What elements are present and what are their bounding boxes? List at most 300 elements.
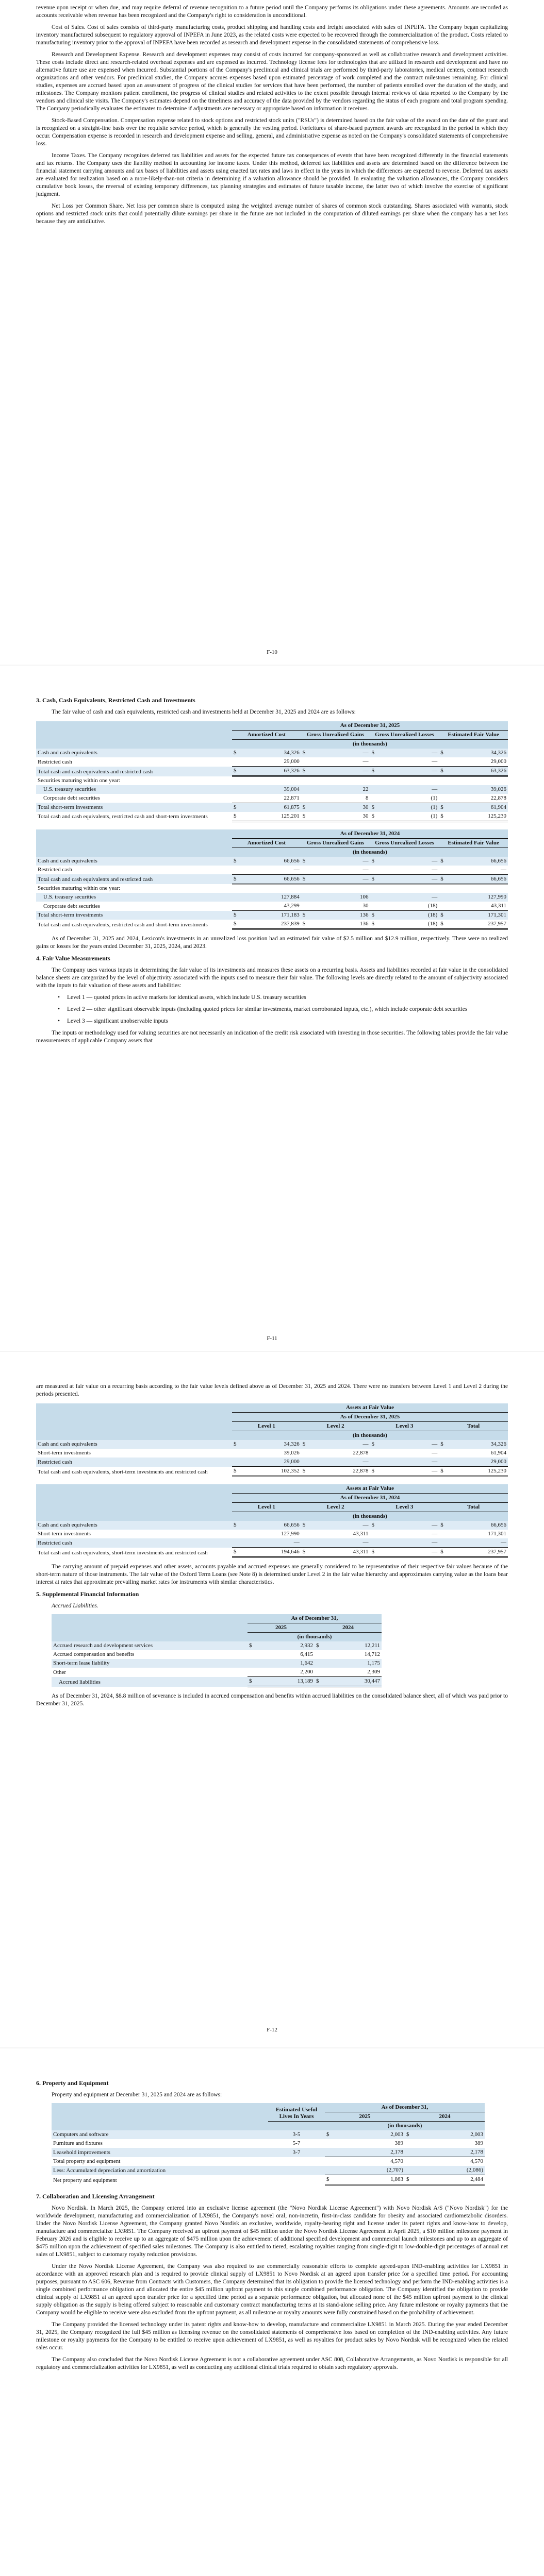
value-cell: 1,642 (300, 1660, 313, 1666)
currency-symbol: $ (370, 1548, 377, 1557)
currency-symbol: $ (232, 1548, 239, 1557)
table-title: As of December 31, (248, 1614, 382, 1623)
currency-symbol: $ (439, 920, 446, 929)
currency-symbol: $ (326, 2131, 329, 2138)
paragraph: revenue upon receipt or when due, and may require deferral of revenue recognition to a future period until the Company performs its obligations under these agreements. Amounts are recorded as accounts receivable when revenue has been recognized and the Company's right to consideration is unconditional. (36, 5, 508, 19)
currency-symbol: $ (302, 750, 306, 756)
table-row (36, 794, 508, 803)
currency-symbol (315, 1659, 322, 1668)
currency-symbol: $ (440, 1441, 443, 1447)
currency-symbol: $ (371, 1441, 374, 1447)
currency-symbol (405, 2157, 412, 2166)
table-row (52, 1650, 382, 1659)
value-cell: 66,656 (490, 1522, 506, 1528)
value-cell: 43,311 (353, 1531, 369, 1537)
table-row (36, 1458, 508, 1467)
currency-symbol (232, 776, 239, 785)
value-cell: — (308, 1458, 370, 1467)
column-header: 2024 (315, 1623, 382, 1633)
currency-symbol: $ (371, 912, 374, 918)
units-label: (in thousands) (353, 849, 387, 855)
column-header: 2025 (325, 2112, 405, 2122)
value-cell: 4,570 (390, 2158, 403, 2164)
row-label: Less: Accumulated depreciation and amortization (53, 2167, 166, 2174)
currency-symbol (315, 1668, 322, 1677)
value-cell: — (239, 1538, 301, 1548)
paragraph: Novo Nordisk. In March 2025, the Company entered into an exclusive license agreement (the "Novo Nordisk License Agreement") with Novo Nordisk A/S ("Novo Nordisk") for the worldwide development, manufacturing and commercialization of LX9851, the Company's novel oral, non-incretin, first-in-class candidate for obesity and associated cardiometabolic disorders. Under the Novo Nordisk License Agreement, the Company granted Novo Nordisk an exclusive, worldwide, royalty-bearing right and license under its patent rights and know-how to develop, manufacture and commercialize LX9851. The Company received an upfront payment of $45 million under the Novo Nordisk License Agreement in April 2025, a $10 million milestone payment in February 2026 and is eligible to receive up to an aggregate of $475 million upon the achievement of additional specified development and commercial launch milestones and up to an aggregate of $475 million upon the achievement of specified sales milestones. The Company is also entitled to tiered, escalating royalties ranging from single-digit to low-double-digit percentages of annual net sales of LX9851, subject to customary royalty reduction provisions. (36, 2205, 508, 2258)
value-cell: — (308, 767, 370, 776)
value-cell: — (432, 894, 438, 900)
currency-symbol: $ (302, 1441, 306, 1447)
value-cell: 29,000 (446, 757, 508, 767)
useful-life-cell (268, 2166, 325, 2175)
currency-symbol: $ (439, 767, 446, 776)
row-label: Accrued research and development services (53, 1642, 153, 1649)
value-cell: 2,003 (470, 2131, 483, 2138)
currency-symbol (405, 2166, 412, 2175)
section-heading: 6. Property and Equipment (36, 2079, 109, 2087)
currency-symbol (301, 866, 308, 875)
bullet-item: • Level 2 — other significant observable inputs (including quoted prices for similar investments, market corroborated inputs, etc.), which include corporate debt securities (67, 1006, 508, 1013)
paragraph: As of December 31, 2024, $8.8 million of severance is included in accrued compensation and benefits within accrued liabilities on the consolidated balance sheet, all of which was paid prior to December 31, 2025. (36, 1693, 508, 1707)
value-cell (308, 776, 370, 785)
value-cell: 194,646 (239, 1548, 301, 1557)
currency-symbol: $ (234, 857, 237, 864)
useful-life-cell (268, 2157, 325, 2166)
row-label: Cash and cash equivalents (38, 1522, 97, 1528)
paragraph: The Company uses various inputs in determining the fair value of its investments and measures these assets on a recurring basis. Assets and liabilities recorded at fair value in the consolidated balance sheets are categorized by the level of objectivity associated with the inputs used to measure their fair value. The following levels are directly related to the amount of subjectivity associated with the inputs to fair valuation of these assets and liabilities: (36, 967, 508, 989)
value-cell: 30 (308, 902, 370, 911)
row-label: Securities maturing within one year: (38, 777, 121, 784)
row-label: Total cash and cash equivalents and restricted cash (38, 768, 153, 775)
row-label: Cash and cash equivalents (38, 750, 97, 756)
value-cell: 125,230 (446, 812, 508, 822)
value-cell (377, 884, 439, 893)
column-header: 2024 (405, 2112, 485, 2122)
currency-symbol: $ (440, 1522, 443, 1528)
currency-symbol (248, 1659, 255, 1668)
useful-life-cell: 3-5 (292, 2131, 301, 2138)
table-title: As of December 31, 2025 (232, 721, 508, 731)
currency-symbol (439, 757, 446, 767)
investments-table-2025 (36, 721, 508, 822)
currency-symbol: $ (371, 857, 374, 864)
value-cell: — (377, 1538, 439, 1548)
currency-symbol (370, 794, 377, 803)
value-cell: — (377, 1458, 439, 1467)
value-cell: — (362, 857, 369, 864)
value-cell: 30,447 (322, 1677, 382, 1687)
value-cell: — (377, 866, 439, 875)
currency-symbol: $ (249, 1642, 252, 1649)
table-row (36, 1521, 508, 1530)
currency-symbol: $ (439, 1548, 446, 1557)
row-label: Net property and equipment (53, 2177, 117, 2183)
column-header: Total (439, 1422, 508, 1431)
row-label: Cash and cash equivalents (38, 857, 97, 864)
currency-symbol (301, 1530, 308, 1538)
value-cell: — (446, 1538, 508, 1548)
value-cell: 102,352 (239, 1467, 301, 1477)
currency-symbol: $ (440, 750, 443, 756)
currency-symbol: $ (371, 1522, 374, 1528)
row-label: Short-term lease liability (53, 1660, 110, 1666)
value-cell: 34,326 (284, 1441, 300, 1447)
units-label: (in thousands) (387, 2123, 422, 2129)
currency-symbol (301, 893, 308, 902)
currency-symbol (232, 884, 239, 893)
currency-symbol (301, 794, 308, 803)
currency-symbol: $ (301, 1467, 308, 1477)
table-title: As of December 31, (325, 2103, 485, 2112)
currency-symbol: $ (301, 767, 308, 776)
table-row (36, 749, 508, 757)
table-title: Assets at Fair Value (232, 1484, 508, 1494)
currency-symbol: $ (302, 1522, 306, 1528)
currency-symbol: $ (234, 804, 237, 810)
row-label: Restricted cash (38, 758, 72, 765)
currency-symbol: $ (234, 1522, 237, 1528)
value-cell: — (377, 757, 439, 767)
currency-symbol (439, 776, 446, 785)
column-header: Gross Unrealized Losses (370, 731, 439, 740)
currency-symbol (370, 1530, 377, 1538)
row-label: Other (53, 1669, 67, 1675)
table-row (36, 1467, 508, 1477)
currency-symbol (325, 2139, 332, 2148)
table-row (36, 911, 508, 920)
value-cell: 1,175 (367, 1660, 380, 1666)
value-cell: 22,878 (308, 1467, 370, 1477)
value-cell: 2,178 (412, 2148, 485, 2157)
subheading: Accrued Liabilities. (52, 1603, 98, 1609)
value-cell: 34,326 (490, 750, 506, 756)
currency-symbol (232, 866, 239, 875)
value-cell: — (432, 1450, 438, 1456)
value-cell (446, 884, 508, 893)
value-cell: 43,311 (308, 1548, 370, 1557)
currency-symbol (325, 2148, 332, 2157)
row-label: Total short-term investments (38, 912, 103, 918)
value-cell (239, 776, 301, 785)
currency-symbol (439, 794, 446, 803)
currency-symbol (439, 884, 446, 893)
currency-symbol (370, 785, 377, 794)
currency-symbol (232, 785, 239, 794)
currency-symbol (439, 1538, 446, 1548)
value-cell: — (377, 767, 439, 776)
value-cell: 136 (360, 912, 369, 918)
section-heading: 7. Collaboration and Licensing Arrangement (36, 2193, 155, 2200)
table-row (52, 2166, 485, 2175)
paragraph: Under the Novo Nordisk License Agreement, the Company was also required to use commercially reasonable efforts to complete agreed-upon IND-enabling activities for LX9851 in accordance with an approved research plan and is required to provide clinical supply of LX9851 to Novo Nordisk at an agreed upon transfer price for a specified time period. For accounting purposes, pursuant to ASC 606, Revenue from Contracts with Customers, the Company determined that its obligation to provide the licensed technology and perform the IND-enabling activities is a single combined performance obligation and allocated the entire $45 million upfront payment to this single combined performance obligation. The Company identified the obligation to provide clinical supply of LX9851 at an agreed upon transfer price for a specified time period as a separate performance obligation, but allocated none of the $45 million upfront payment to the clinical supply obligation as the supply is being offered subject to reasonable and customary contract manufacturing terms at its stand-alone selling price. Any future milestone or royalty payments that the Company would be eligible to receive were also excluded from the upfront payment, as all milestone or royalty amounts were fully constrained based on the probability of achievement. (36, 2263, 508, 2316)
value-cell: 63,326 (239, 767, 301, 776)
paragraph: Research and Development Expense. Research and development expenses may consist of costs incurred for company-sponsored as well as collaborative research and development activities. These costs include direct and research-related overhead expenses and are expensed as incurred. Technology license fees for technologies that are utilized in research and development and have no alternative future use are expensed when incurred. Substantial portions of the Company's preclinical and clinical trials are performed by third-party laboratories, medical centers, contract research organizations and other vendors. For preclinical studies, the Company accrues expenses based upon estimated percentage of work completed and the contract milestones remaining. For clinical studies, expenses are accrued based upon an assessment of progress of the clinical studies for services that have been performed, the number of patients enrolled over the duration of the study, and milestones. The Company monitors patient enrollment, the progress of clinical studies and related activities to the extent possible through internal reviews of data reported to the Company by the vendors and clinical site visits. The Company's estimates depend on the timeliness and accuracy of the data provided by the vendors regarding the status of each program and total program spending. The Company periodically evaluates the estimates to determine if adjustments are necessary or appropriate based on information it receives. (36, 52, 508, 112)
currency-symbol (325, 2157, 332, 2166)
value-cell: 30 (362, 804, 369, 810)
value-cell: 237,957 (446, 920, 508, 929)
value-cell: 2,003 (390, 2131, 403, 2138)
value-cell (446, 776, 508, 785)
table-row (36, 884, 508, 893)
row-label: Securities maturing within one year: (38, 885, 121, 891)
value-cell: 66,656 (490, 857, 506, 864)
useful-life-cell (268, 2175, 325, 2185)
column-header: Level 2 (301, 1422, 370, 1431)
currency-symbol: $ (371, 804, 374, 810)
currency-symbol: $ (248, 1677, 255, 1687)
table-row (36, 874, 508, 884)
page-f11 (0, 666, 544, 1351)
value-cell: 12,211 (365, 1642, 380, 1649)
value-cell: 61,875 (284, 804, 300, 810)
table-row (36, 785, 508, 794)
table-row (52, 2157, 485, 2166)
column-header: Level 2 (301, 1503, 370, 1512)
row-label: Total cash and cash equivalents, restricted cash and short-term investments (38, 921, 208, 928)
table-row (36, 866, 508, 875)
currency-symbol: $ (325, 2175, 332, 2185)
table-row (36, 902, 508, 911)
row-label: U.S. treasury securities (43, 894, 96, 900)
currency-symbol: $ (371, 750, 374, 756)
value-cell: 125,230 (446, 1467, 508, 1477)
currency-symbol (232, 1458, 239, 1467)
currency-symbol: $ (440, 804, 443, 810)
value-cell: 43,311 (446, 902, 508, 911)
paragraph: Cost of Sales. Cost of sales consists of third-party manufacturing costs, product shipping and handling costs and freight associated with sales of INPEFA. The Company began capitalizing inventory manufactured subsequent to regulatory approval of INPEFA in June 2023, as the related costs were expected to be recovered through the commercialization of the product. Costs related to manufacturing inventory prior to the approval of INPEFA have been recorded as research and development expense in the consolidated statements of comprehensive loss. (36, 24, 508, 46)
currency-symbol: $ (301, 874, 308, 884)
table-row (52, 2130, 485, 2139)
value-cell: 22 (362, 786, 369, 792)
currency-symbol: $ (370, 767, 377, 776)
units-label: (in thousands) (353, 1513, 387, 1519)
value-cell: 29,000 (239, 757, 301, 767)
row-label: Accrued liabilities (59, 1679, 101, 1685)
value-cell: 34,326 (490, 1441, 506, 1447)
value-cell: — (432, 1522, 438, 1528)
currency-symbol (301, 757, 308, 767)
value-cell: 61,904 (490, 804, 506, 810)
units-label: (in thousands) (353, 741, 387, 747)
page-f10 (0, 0, 544, 665)
value-cell: (1) (377, 812, 439, 822)
value-cell: 171,183 (281, 912, 300, 918)
currency-symbol: $ (370, 1467, 377, 1477)
currency-symbol: $ (302, 857, 306, 864)
currency-symbol: $ (301, 812, 308, 822)
value-cell: 125,201 (239, 812, 301, 822)
table-date: As of December 31, 2025 (232, 1413, 508, 1422)
table-title: As of December 31, 2024 (232, 829, 508, 839)
value-cell: 2,309 (322, 1668, 382, 1677)
column-header: Estimated Useful Lives In Years (268, 2103, 325, 2122)
currency-symbol (370, 893, 377, 902)
column-header: Estimated Fair Value (439, 731, 508, 740)
value-cell: — (362, 750, 369, 756)
row-label: Total property and equipment (53, 2158, 121, 2164)
value-cell: (1) (431, 804, 438, 810)
row-label: Corporate debt securities (43, 795, 100, 801)
investments-table-2024 (36, 829, 508, 930)
value-cell: 389 (474, 2140, 483, 2146)
value-cell: — (432, 786, 438, 792)
value-cell: 22,878 (353, 1450, 369, 1456)
value-cell: — (377, 874, 439, 884)
currency-symbol: $ (405, 2175, 412, 2185)
currency-symbol: $ (232, 874, 239, 884)
table-row (36, 757, 508, 767)
currency-symbol (232, 794, 239, 803)
value-cell: 66,656 (239, 874, 301, 884)
value-cell: 2,178 (332, 2148, 405, 2157)
value-cell: 66,656 (284, 857, 300, 864)
table-date: As of December 31, 2024 (232, 1494, 508, 1503)
paragraph: The Company provided the licensed technology under its patent rights and know-how to develop, manufacture and commercialize LX9851 in March 2025. During the year ended December 31, 2025, the Company recognized the full $45 million as licensing revenue on the consolidated statements of comprehensive loss based on completion of the IND-enabling activities. Any future milestone or royalty payments for the Company to be entitled to receive upon achievement of LX9851, as well as royalties for product sales by Novo Nordisk will be recognized when the related sales occur. (36, 2321, 508, 2351)
useful-life-cell: 5-7 (292, 2140, 301, 2146)
value-cell (377, 776, 439, 785)
value-cell: — (432, 750, 438, 756)
currency-symbol: $ (301, 920, 308, 929)
currency-symbol: $ (232, 812, 239, 822)
currency-symbol (370, 1538, 377, 1548)
value-cell: 171,301 (488, 1531, 506, 1537)
value-cell: 39,004 (284, 786, 300, 792)
value-cell: — (362, 1441, 369, 1447)
currency-symbol (325, 2166, 332, 2175)
row-label: Total cash and cash equivalents, short-term investments and restricted cash (38, 1468, 208, 1475)
row-label: Restricted cash (38, 867, 72, 873)
currency-symbol: $ (439, 812, 446, 822)
currency-symbol: $ (406, 2131, 409, 2138)
column-header: Gross Unrealized Gains (301, 838, 370, 848)
currency-symbol (301, 884, 308, 893)
value-cell: 1,863 (332, 2175, 405, 2185)
currency-symbol: $ (315, 1677, 322, 1687)
bullet-item: • Level 1 — quoted prices in active markets for identical assets, which include U.S. treasury securities (67, 994, 508, 1002)
value-cell: — (377, 1548, 439, 1557)
value-cell: 34,326 (284, 750, 300, 756)
currency-symbol (439, 1449, 446, 1458)
currency-symbol: $ (316, 1642, 319, 1649)
value-cell: 127,884 (281, 894, 300, 900)
currency-symbol (439, 893, 446, 902)
currency-symbol: $ (440, 857, 443, 864)
section-heading: 4. Fair Value Measurements (36, 955, 110, 962)
currency-symbol (232, 757, 239, 767)
column-header: Level 3 (370, 1422, 439, 1431)
currency-symbol (232, 1538, 239, 1548)
currency-symbol: $ (439, 1467, 446, 1477)
currency-symbol: $ (370, 920, 377, 929)
paragraph: The inputs or methodology used for valuing securities are not necessarily an indication of the credit risk associated with investing in those securities. The following tables provide the fair value measurements of applicable Company assets that (36, 1030, 508, 1044)
value-cell: 106 (360, 894, 369, 900)
currency-symbol: $ (370, 874, 377, 884)
value-cell: 61,904 (490, 1450, 506, 1456)
row-label: Restricted cash (38, 1459, 72, 1465)
column-header: Gross Unrealized Losses (370, 838, 439, 848)
column-header: Level 3 (370, 1503, 439, 1512)
page-f13 (0, 2048, 544, 2576)
value-cell: (1) (377, 794, 439, 803)
paragraph: Stock-Based Compensation. Compensation expense related to stock options and restricted stock units ("RSUs") is determined based on the fair value of the award on the date of the grant and is recognized on a straight-line basis over the requisite service period, which is generally the vesting period. Forfeitures of share-based payment awards are recognized in the period in which they occur. Compensation expense is recorded in research and development expense and selling, general, and administrative expense as noted on the Company's consolidated statements of comprehensive loss. (36, 117, 508, 147)
row-label: Leasehold improvements (53, 2149, 110, 2156)
currency-symbol (370, 776, 377, 785)
value-cell: — (377, 1467, 439, 1477)
column-header: 2025 (248, 1623, 315, 1633)
currency-symbol (370, 1458, 377, 1467)
currency-symbol: $ (440, 912, 443, 918)
value-cell: 237,957 (446, 1548, 508, 1557)
currency-symbol (370, 757, 377, 767)
table-row (52, 1659, 382, 1668)
row-label: Cash and cash equivalents (38, 1441, 97, 1447)
value-cell: 2,484 (412, 2175, 485, 2185)
column-header: Gross Unrealized Gains (301, 731, 370, 740)
table-title: Assets at Fair Value (232, 1403, 508, 1413)
currency-symbol (301, 902, 308, 911)
value-cell: 66,656 (446, 874, 508, 884)
table-row (36, 893, 508, 902)
paragraph: The fair value of cash and cash equivalents, restricted cash and investments held at December 31, 2025 and 2024 are as follows: (52, 709, 356, 715)
value-cell: (2,086) (412, 2166, 485, 2175)
value-cell (308, 884, 370, 893)
currency-symbol: $ (232, 767, 239, 776)
value-cell: — (308, 874, 370, 884)
section-heading: 5. Supplemental Financial Information (36, 1590, 139, 1598)
paragraph: Net Loss per Common Share. Net loss per common share is computed using the weighted average number of shares of common stock outstanding. Shares associated with warrants, stock options and restricted stock units that could potentially dilute earnings per share in the future are not included in the computation of diluted earnings per share when the company has a net loss because they are antidilutive. (36, 203, 508, 225)
value-cell: 66,656 (284, 1522, 300, 1528)
table-row (36, 920, 508, 929)
table-row (36, 1440, 508, 1449)
value-cell: — (362, 1522, 369, 1528)
value-cell: 4,570 (470, 2158, 483, 2164)
value-cell: — (446, 866, 508, 875)
row-label: Total short-term investments (38, 804, 103, 810)
currency-symbol (232, 902, 239, 911)
currency-symbol (439, 902, 446, 911)
page-f12 (0, 1352, 544, 2047)
value-cell: 63,326 (446, 767, 508, 776)
column-header: Estimated Fair Value (439, 838, 508, 848)
value-cell: 22,871 (239, 794, 301, 803)
paragraph: The Company also concluded that the Novo Nordisk License Agreement is not a collaborative agreement under ASC 808, Collaborative Arrangements, as Novo Nordisk is responsible for all regulatory and commercialization activities for LX9851, as well as conducting any additional clinical trials required to obtain such regulatory approvals. (36, 2357, 508, 2370)
currency-symbol (439, 1530, 446, 1538)
value-cell: 29,000 (446, 1458, 508, 1467)
currency-symbol (232, 893, 239, 902)
value-cell: 389 (394, 2140, 403, 2146)
value-cell: (18) (427, 912, 438, 918)
fair-value-table-2024 (36, 1484, 508, 1558)
table-row (36, 776, 508, 785)
currency-symbol (370, 884, 377, 893)
value-cell: — (308, 866, 370, 875)
row-label: Total cash and cash equivalents and restricted cash (38, 876, 153, 883)
table-row (52, 1668, 382, 1677)
table-row (52, 2148, 485, 2157)
row-label: Corporate debt securities (43, 903, 100, 909)
paragraph: The carrying amount of prepaid expenses and other assets, accounts payable and accrued expenses are generally considered to be representative of their respective fair values because of the short-term nature of those instruments. The fair value of the Oxford Term Loans (see Note 8) is determined under Level 2 in the fair value hierarchy and approximates carrying value as the loans bear interest at rates that approximate prevailing market rates for instruments with similar characteristics. (36, 1564, 508, 1585)
table-row (36, 1530, 508, 1538)
value-cell: 29,000 (239, 1458, 301, 1467)
value-cell: — (432, 1531, 438, 1537)
paragraph: Income Taxes. The Company recognizes deferred tax liabilities and assets for the expected future tax consequences of events that have been recognized differently in the financial statements and tax returns. The Company uses the liability method in accounting for income taxes. Under this method, deferred tax liabilities and assets are determined based on the difference between the financial statement carrying amounts and tax bases of liabilities and assets using enacted tax rates and laws in effect in the years in which the differences are expected to reverse. Deferred tax assets are evaluated for realization based on a more-likely-than-not criteria in determining if a valuation allowance should be provided. In evaluating the valuation allowances, the Company considers cumulative book losses, the reversal of existing temporary differences, tax planning strategies and estimates of future taxable income, the latter two of which involve the exercise of significant judgment. (36, 152, 508, 197)
currency-symbol (301, 1538, 308, 1548)
table-row (36, 857, 508, 866)
row-label: Short-term investments (38, 1531, 91, 1537)
currency-symbol: $ (301, 1548, 308, 1557)
table-row (36, 1538, 508, 1548)
